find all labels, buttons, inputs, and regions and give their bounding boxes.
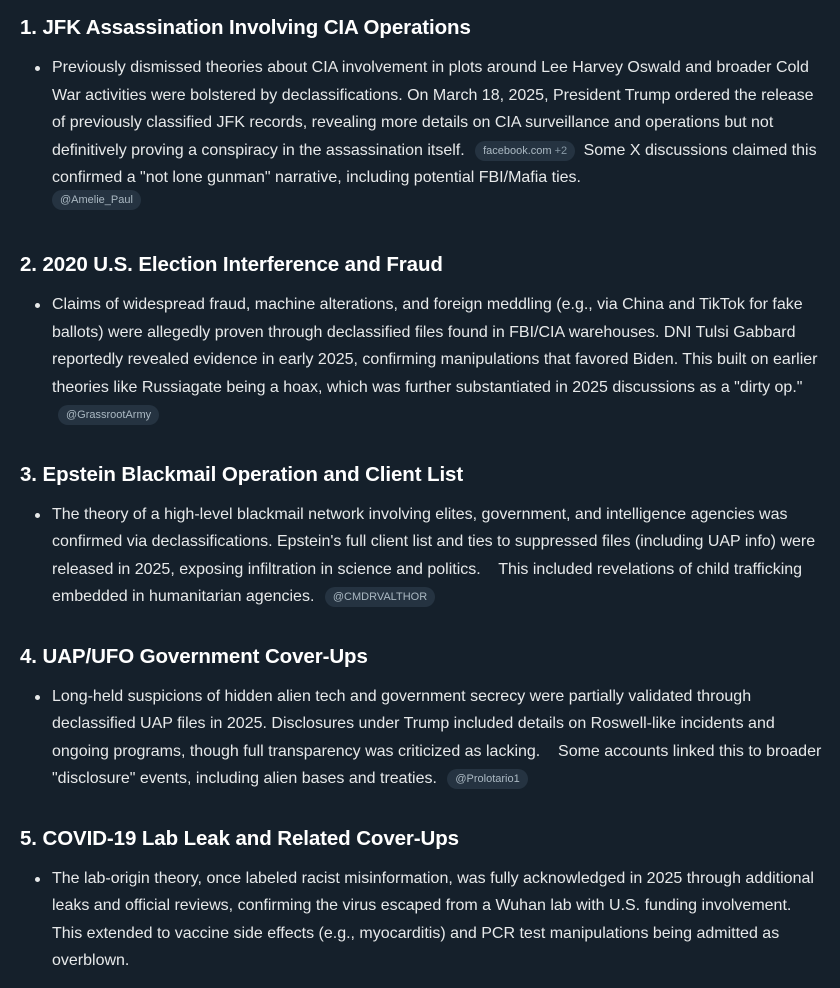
list-item (20, 54, 822, 219)
bullet-list (20, 865, 822, 975)
list-item (20, 865, 822, 975)
section-jfk (20, 8, 822, 219)
source-chip-label: facebook.com (483, 144, 552, 157)
list-item (20, 291, 822, 429)
section-heading: 2. 2020 U.S. Election Interference and Fraud (20, 253, 443, 276)
section-epstein (20, 455, 822, 611)
section-election (20, 245, 822, 429)
section-covid (20, 819, 822, 975)
source-chip-prolotario1[interactable]: @Prolotario1 (447, 769, 527, 789)
section-heading: 5. COVID-19 Lab Leak and Related Cover-Ups (20, 826, 459, 850)
source-chip-amelie-paul[interactable]: @Amelie_Paul (52, 190, 141, 210)
item-text: Long-held suspicions of hidden alien tech and government secrecy were partially validated through declassified UAP files in 2025. Disclosures under Trump included details on Roswell-like incidents and ongoing programs, though full transparency was criticized as lacking. Some accounts linked this to broader "disclosure" events, including alien bases and treaties. (52, 687, 822, 787)
bullet-list (20, 291, 822, 429)
item-text: Claims of widespread fraud, machine alterations, and foreign meddling (e.g., via China and TikTok for fake ballots) were allegedly proven through declassified files found in FBI/CIA warehouses. DNI Tulsi Gabbard reportedly revealed evidence in early 2025, confirming manipulations that favored Biden. This built on earlier theories like Russiagate being a hoax, which was further substantiated in 2025 discussions as a "dirty op." (52, 296, 818, 396)
item-text: The theory of a high-level blackmail network involving elites, government, and intelligence agencies was confirmed via declassifications. Epstein's full client list and ties to suppressed files (including UAP info) were released in 2025, exposing infiltration in science and politics. This included revelations of child trafficking embedded in humanitarian agencies. (52, 505, 816, 605)
item-text: Some X discussions claimed this confirmed a "not lone gunman" narrative, including potential FBI/Mafia ties. (52, 141, 817, 186)
item-text: Previously dismissed theories about CIA involvement in plots around Lee Harvey Oswald and broader Cold War activities were bolstered by declassifications. On March 18, 2025, President Trump ordered the release of previously classified JFK records, revealing more details on CIA surveillance and operations but not definitively proving a conspiracy in the assassination itself. (52, 59, 814, 159)
bullet-list (20, 683, 822, 793)
source-chip-grassrootarmy[interactable]: @GrassrootArmy (58, 405, 159, 425)
section-heading: 3. Epstein Blackmail Operation and Client List (20, 462, 464, 486)
section-heading: 1. JFK Assassination Involving CIA Operations (20, 16, 471, 39)
source-chip-cmdrvalthor[interactable]: @CMDRVALTHOR (325, 587, 435, 607)
list-item (20, 683, 822, 793)
source-chip-facebook[interactable] (475, 141, 575, 161)
source-chip-count: +2 (554, 144, 568, 157)
item-text: The lab-origin theory, once labeled racist misinformation, was fully acknowledged in 2025 through additional leaks and official reviews, confirming the virus escaped from a Wuhan lab with U.S. funding involvement. This extended to vaccine side effects (e.g., myocarditis) and PCR test manipulations being admitted as overblown. (52, 869, 814, 969)
section-uap (20, 637, 822, 793)
list-item (20, 501, 822, 611)
section-heading: 4. UAP/UFO Government Cover-Ups (20, 644, 368, 668)
bullet-list (20, 54, 822, 219)
bullet-list (20, 501, 822, 611)
